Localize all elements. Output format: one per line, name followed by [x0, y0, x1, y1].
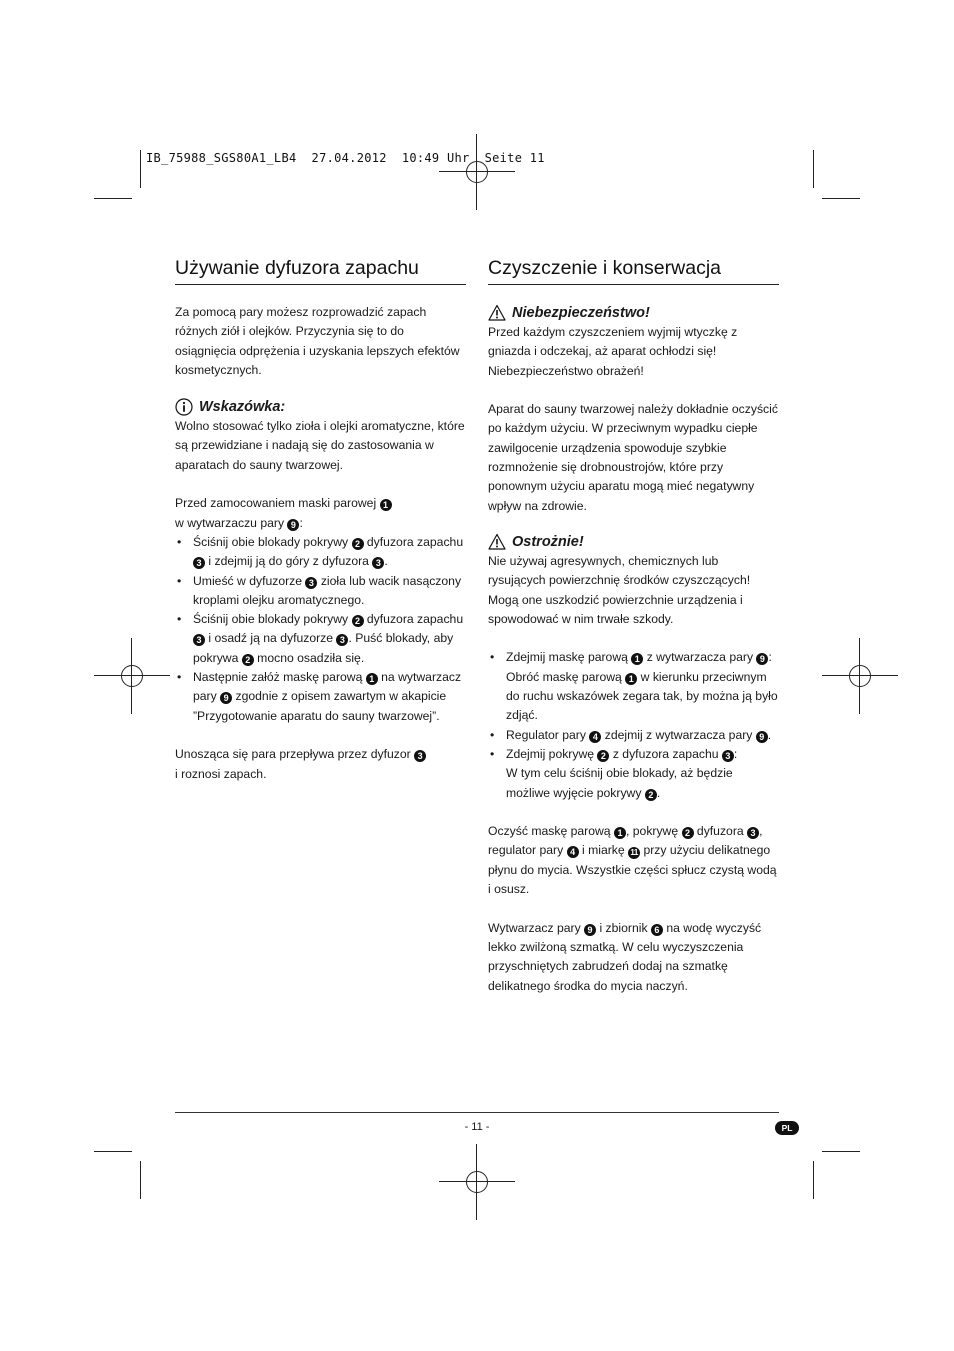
text: dyfuzora zapachu: [366, 534, 464, 549]
info-icon: [175, 398, 193, 416]
part-number-badge: 4: [567, 846, 579, 858]
part-number-badge: 2: [597, 750, 609, 762]
list-item: • Zdejmij pokrywę 2 z dyfuzora zapachu 3 : W tym celu ściśnij obie blokady, aż będzie możliwe wyjęcie pokrywy 2 .: [488, 745, 779, 803]
footer-rule: [175, 1112, 779, 1113]
text: w kierunku przeciwnym do ruchu wskazówek zegara tak, by można ją było zdjąć.: [506, 669, 778, 723]
intro-paragraph: Za pomocą pary możesz rozprowadzić zapach różnych ziół i olejków. Przyczynia się to do osiągnięcia odprężenia i uzyskania lepszych efektów kosmetycznych.: [175, 305, 460, 377]
final-paragraph: [175, 745, 466, 784]
part-number-badge: 6: [651, 924, 663, 936]
list-item: [175, 610, 466, 668]
crop-mark: [94, 1151, 132, 1152]
section-title-diffuser: Używanie dyfuzora zapachu: [175, 255, 466, 285]
before-paragraph: Przed zamocowaniem maski parowej 1 w wytwarzaczu pary 9 :: [175, 494, 466, 533]
text: Ściśnij obie blokady pokrywy: [193, 612, 349, 627]
part-number-badge: 1: [366, 673, 378, 685]
print-slug: IB_75988_SGS80A1_LB4 27.04.2012 10:49 Uhr Seite 11: [146, 151, 545, 165]
text: , pokrywę: [625, 824, 679, 839]
danger-heading: [488, 303, 779, 323]
part-number-badge: 2: [242, 654, 254, 666]
text: i osadź ją na dyfuzorze: [208, 631, 334, 646]
crop-mark: [813, 1161, 814, 1199]
language-badge: PL: [775, 1121, 799, 1135]
text: W tym celu ściśnij obie blokady, aż będzie możliwe wyjęcie pokrywy: [506, 766, 733, 800]
list-item: [175, 668, 466, 726]
text: Przed zamocowaniem maski parowej: [175, 496, 377, 511]
text: i zdejmij ją do góry z dyfuzora: [208, 554, 369, 569]
list-item: • Ściśnij obie blokady pokrywy 2 dyfuzora zapachu 3 i zdejmij ją do góry z dyfuzora 3 .: [175, 533, 466, 572]
cleaning-paragraph: Aparat do sauny twarzowej należy dokładnie oczyścić po każdym użyciu. W przeciwnym wypadku ciepłe zawilgocenie urządzenia spowoduje szybkie rozmnożenie się drobnoustrojów, które przy ponownym użyciu aparatu mogą mieć negatywny wpływ na zdrowie.: [488, 402, 778, 513]
text: z wytwarzacza pary: [646, 650, 754, 665]
text: i roznosi zapach.: [175, 766, 267, 781]
text: Oczyść maskę parową: [488, 824, 611, 839]
text: dyfuzora zapachu: [366, 612, 464, 627]
crop-mark: [813, 150, 814, 188]
note-text: Wolno stosować tylko zioła i olejki aromatyczne, które są przewidziane i nadają się do zastosowania w aparatach do sauny twarzowej.: [175, 419, 465, 472]
part-number-badge: 1: [614, 827, 626, 839]
steamer-cleaning-paragraph: [488, 919, 779, 996]
note-heading-text: Wskazówka:: [199, 399, 286, 416]
part-number-badge: 1: [380, 499, 392, 511]
text: , regulator pary: [488, 824, 763, 858]
part-number-badge: 3: [193, 557, 205, 569]
text: mocno osadziła się.: [257, 650, 365, 665]
part-number-badge: 3: [372, 557, 384, 569]
part-number-badge: 2: [682, 827, 694, 839]
part-number-badge: 2: [352, 615, 364, 627]
crop-mark: [822, 198, 860, 199]
text: Zdejmij pokrywę: [506, 746, 595, 761]
text: na wytwarzacz pary: [193, 670, 462, 704]
part-number-badge: 2: [352, 538, 364, 550]
danger-text: Przed każdym czyszczeniem wyjmij wtyczkę z gniazda i odczekaj, aż aparat ochłodzi się! Niebezpieczeństwo obrażeń!: [488, 325, 738, 378]
danger-heading-text: Niebezpieczeństwo!: [512, 305, 650, 321]
part-number-badge: 1: [631, 653, 643, 665]
crop-mark: [140, 150, 141, 188]
text: przy użyciu delikatnego płynu do mycia. Wszystkie części spłucz czystą wodą i osusz.: [488, 843, 777, 897]
part-number-badge: 2: [645, 789, 657, 801]
text: zioła lub wacik nasączony kroplami olejku aromatycznego.: [193, 573, 462, 607]
text: Regulator pary: [506, 727, 586, 742]
text: z dyfuzora zapachu: [612, 746, 719, 761]
registration-mark: [822, 638, 898, 714]
text: Ściśnij obie blokady pokrywy: [193, 534, 349, 549]
text: . Puść blokady, aby pokrywa: [193, 631, 454, 665]
registration-mark: [439, 134, 515, 210]
crop-mark: [140, 1161, 141, 1199]
list-item: • Regulator pary 4 zdejmij z wytwarzacza pary 9 .: [488, 726, 779, 745]
part-number-badge: 3: [414, 750, 426, 762]
left-column: [175, 255, 466, 784]
text: na wodę wyczyść lekko zwilżoną szmatką. W celu wyczyszczenia przyschniętych zabrudzeń dodaj na szmatkę delikatnego środka do mycia naczyń.: [488, 920, 762, 993]
note-heading: [175, 397, 466, 417]
part-number-badge: 9: [220, 692, 232, 704]
text: i miarkę: [581, 843, 625, 858]
text: zgodnie z opisem zawartym w akapicie ”Przygotowanie aparatu do sauny twarzowej”.: [193, 689, 447, 723]
text: Następnie załóż maskę parową: [193, 670, 363, 685]
section-title-cleaning: Czyszczenie i konserwacja: [488, 255, 779, 285]
part-number-badge: 9: [756, 731, 768, 743]
list-item: [175, 572, 466, 611]
part-number-badge: 9: [756, 653, 768, 665]
text: zdejmij z wytwarzacza pary: [604, 727, 753, 742]
clean-parts-paragraph: [488, 822, 779, 899]
disassembly-steps-list: [488, 648, 779, 802]
part-number-badge: 3: [747, 827, 759, 839]
caution-heading: [488, 532, 779, 552]
text: Obróć maskę parową: [506, 669, 622, 684]
text: Wytwarzacz pary: [488, 920, 581, 935]
text: Zdejmij maskę parową: [506, 650, 628, 665]
right-column: [488, 255, 779, 996]
text: Unosząca się para przepływa przez dyfuzor: [175, 747, 411, 762]
text: Umieść w dyfuzorze: [193, 573, 303, 588]
part-number-badge: 3: [336, 634, 348, 646]
text: dyfuzora: [696, 824, 744, 839]
part-number-badge: 3: [722, 750, 734, 762]
registration-mark: [439, 1144, 515, 1220]
crop-mark: [94, 198, 132, 199]
caution-text: Nie używaj agresywnych, chemicznych lub rysujących powierzchnię środków czyszczących! Mogą one uszkodzić powierzchnie urządzenia i spowodować w nim trwałe szkody.: [488, 553, 751, 626]
diffuser-steps-list: [175, 533, 466, 726]
page-number: - 11 -: [464, 1121, 490, 1133]
caution-heading-text: Ostrożnie!: [512, 533, 584, 550]
part-number-badge: 4: [589, 731, 601, 743]
text: w wytwarzaczu pary: [175, 515, 285, 530]
list-item: • Zdejmij maskę parową 1 z wytwarzacza pary 9 : Obróć maskę parową 1 w kierunku przeciwnym do ruchu wskazówek zegara tak, by można ją było zdjąć.: [488, 648, 779, 725]
part-number-badge: 9: [584, 924, 596, 936]
part-number-badge: 11: [628, 847, 640, 859]
part-number-badge: 3: [193, 634, 205, 646]
warning-icon: [488, 533, 506, 551]
part-number-badge: 9: [287, 519, 299, 531]
registration-mark: [94, 638, 170, 714]
text: i zbiornik: [599, 920, 648, 935]
part-number-badge: 3: [305, 577, 317, 589]
crop-mark: [822, 1151, 860, 1152]
warning-icon: [488, 304, 506, 322]
part-number-badge: 1: [625, 673, 637, 685]
